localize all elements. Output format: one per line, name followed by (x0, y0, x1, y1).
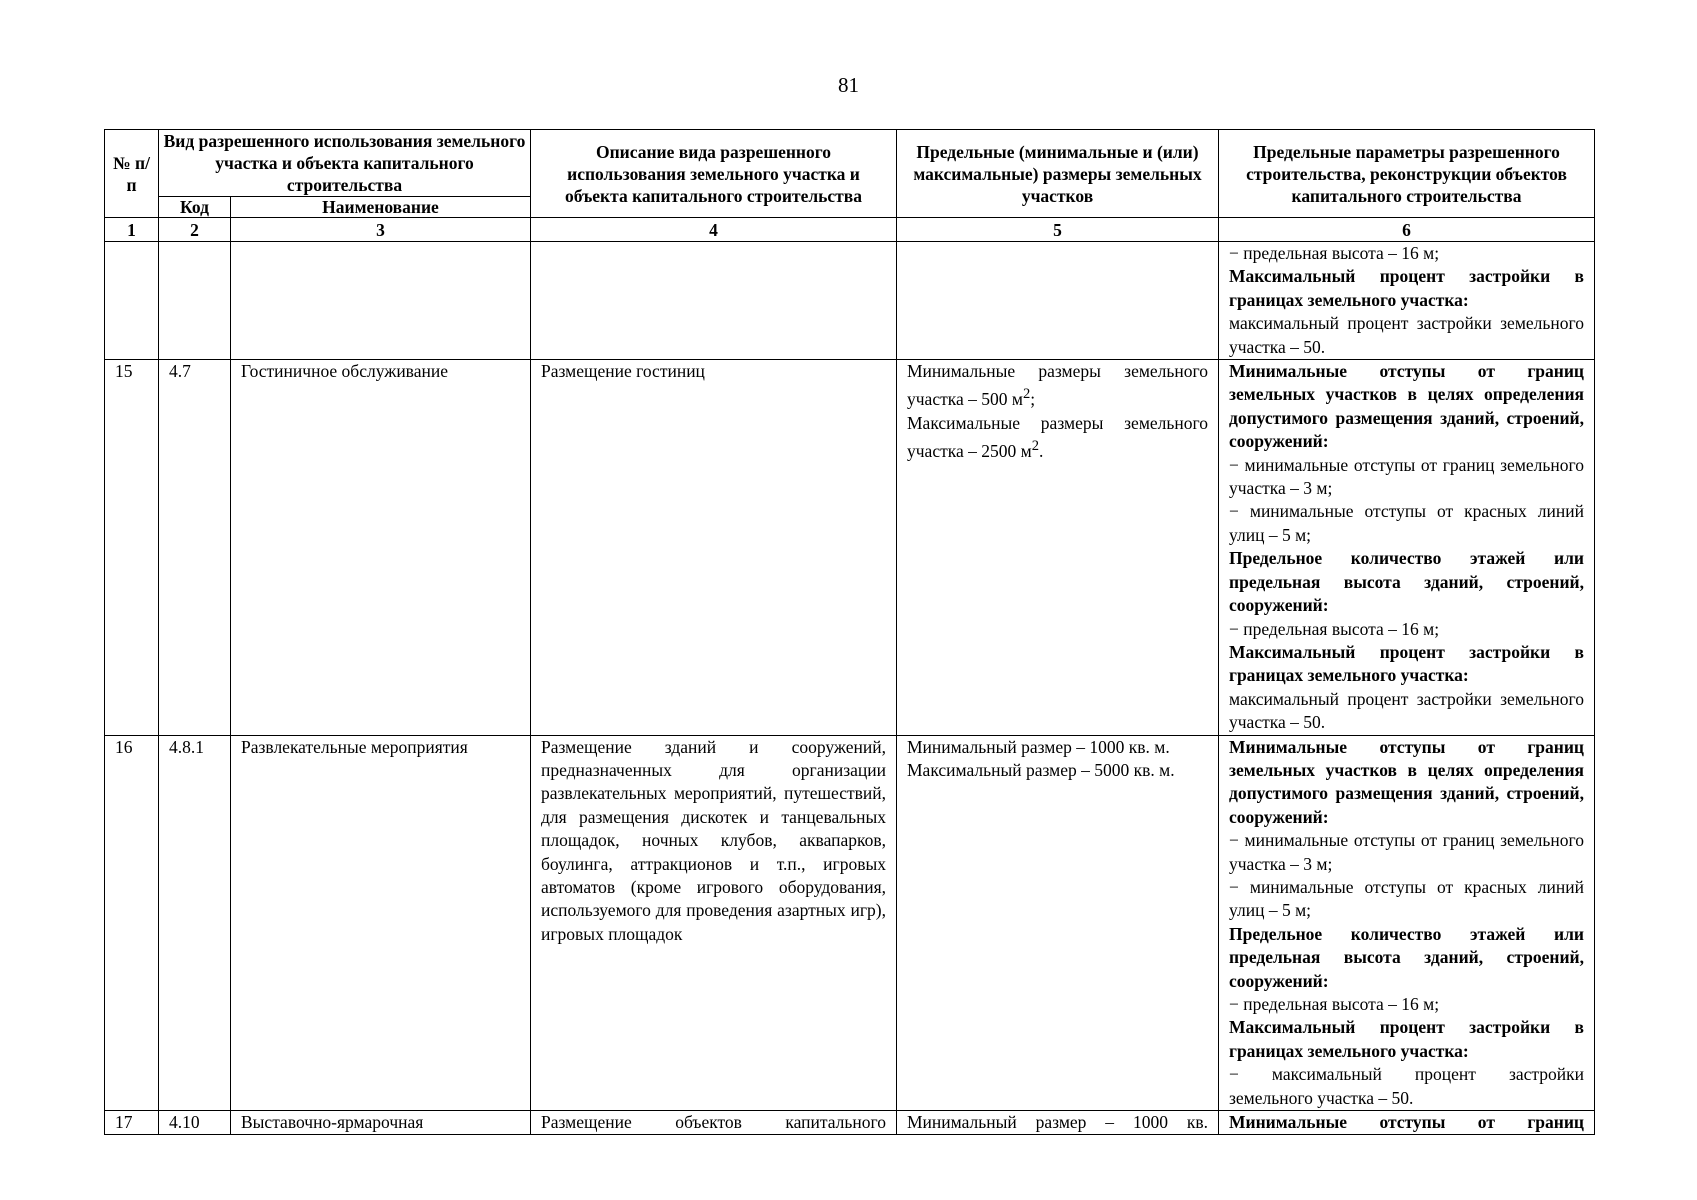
column-number: 4 (531, 218, 897, 242)
header-params: Предельные параметры разрешенного строительства, реконструкции объектов капитального строительства (1219, 130, 1595, 218)
row-sizes (897, 735, 1219, 1111)
header-name: Наименование (231, 197, 531, 218)
row-code: 4.10 (159, 1111, 231, 1135)
row-name: Развлекательные мероприятия (231, 735, 531, 1111)
params-heading: Предельное количество этажей или предельная высота зданий, строений, сооружений: (1229, 923, 1584, 991)
table-row-16 (105, 735, 1595, 1111)
column-numbers-row (105, 218, 1595, 242)
column-number: 6 (1219, 218, 1595, 242)
table-row-15 (105, 360, 1595, 736)
column-number: 5 (897, 218, 1219, 242)
params-heading: Максимальный процент застройки в границах земельного участка: (1229, 641, 1584, 686)
row-number: 17 (105, 1111, 159, 1135)
row-code: 4.7 (159, 360, 231, 736)
params-line: максимальный процент застройки земельного участка – 50. (1229, 688, 1584, 733)
params-heading: Предельное количество этажей или предельная высота зданий, строений, сооружений: (1229, 548, 1584, 616)
params-heading: Минимальные отступы от границ (1219, 1111, 1595, 1135)
row-number: 16 (105, 735, 159, 1111)
header-sizes: Предельные (минимальные и (или) максимальные) размеры земельных участков (897, 130, 1219, 218)
row-description: Размещение объектов капитального (531, 1111, 897, 1135)
sizes-line: Максимальные размеры земельного участка – 2500 $м^2$. (907, 412, 1208, 461)
header-code: Код (159, 197, 231, 218)
column-number: 3 (231, 218, 531, 242)
table-row-17 (105, 1111, 1595, 1135)
params-line: − минимальные отступы от красных линий улиц – 5 м; (1229, 501, 1584, 545)
row-sizes: Минимальный размер – 1000 кв. (897, 1111, 1219, 1135)
zoning-table (104, 129, 1595, 1135)
sizes-line: Максимальный размер – 5000 кв. м. (907, 759, 1175, 780)
params-heading: Минимальные отступы от границ земельных участков в целях определения допустимого размещения зданий, строений, сооружений: (1229, 736, 1584, 827)
column-number: 2 (159, 218, 231, 242)
params-line: максимальный процент застройки земельного участка – 50. (1229, 313, 1584, 357)
column-number: 1 (105, 218, 159, 242)
header-kind: Вид разрешенного использования земельного участка и объекта капитального строительства (159, 130, 531, 197)
sizes-line: Минимальный размер – 1000 кв. м. (907, 736, 1170, 757)
params-cell (1219, 242, 1595, 360)
params-line: − максимальный процент застройки земельного участка – 50. (1229, 1064, 1584, 1108)
params-heading: Максимальный процент застройки в границах земельного участка: (1229, 266, 1584, 310)
params-line: − предельная высота – 16 м; (1229, 618, 1440, 639)
params-heading: Максимальный процент застройки в границах земельного участка: (1229, 1017, 1584, 1061)
table-row-continued (105, 242, 1595, 360)
row-description: Размещение зданий и сооружений, предназначенных для организации развлекательных мероприятий, путешествий, для размещения дискотек и танцевальных площадок, ночных клубов, аквапарков, боулинга, аттракционов и т.п., игровых автоматов (кроме игрового оборудования, используемого для проведения азартных игр), игровых площадок (531, 735, 897, 1111)
header-description: Описание вида разрешенного использования земельного участка и объекта капитального строительства (531, 130, 897, 218)
table-header-row (105, 130, 1595, 197)
sizes-line: Минимальные размеры земельного участка – 500 $м^2$; (907, 361, 1208, 410)
row-code: 4.8.1 (159, 735, 231, 1111)
header-num: № п/п (105, 130, 159, 218)
params-line: − минимальные отступы от границ земельного участка – 3 м; (1229, 454, 1584, 499)
params-line: − минимальные отступы от границ земельного участка – 3 м; (1229, 830, 1584, 874)
params-line: − минимальные отступы от красных линий улиц – 5 м; (1229, 876, 1584, 921)
row-name: Гостиничное обслуживание (231, 360, 531, 736)
page-number: 81 (838, 73, 859, 97)
row-sizes (897, 360, 1219, 736)
params-line: − предельная высота – 16 м; (1229, 243, 1440, 263)
params-line: − предельная высота – 16 м; (1229, 994, 1440, 1014)
params-heading: Минимальные отступы от границ земельных участков в целях определения допустимого размещения зданий, строений, сооружений: (1229, 361, 1584, 452)
row-number: 15 (105, 360, 159, 736)
params-cell (1219, 735, 1595, 1111)
params-cell (1219, 360, 1595, 736)
row-name: Выставочно-ярмарочная (231, 1111, 531, 1135)
row-description: Размещение гостиниц (531, 360, 897, 736)
